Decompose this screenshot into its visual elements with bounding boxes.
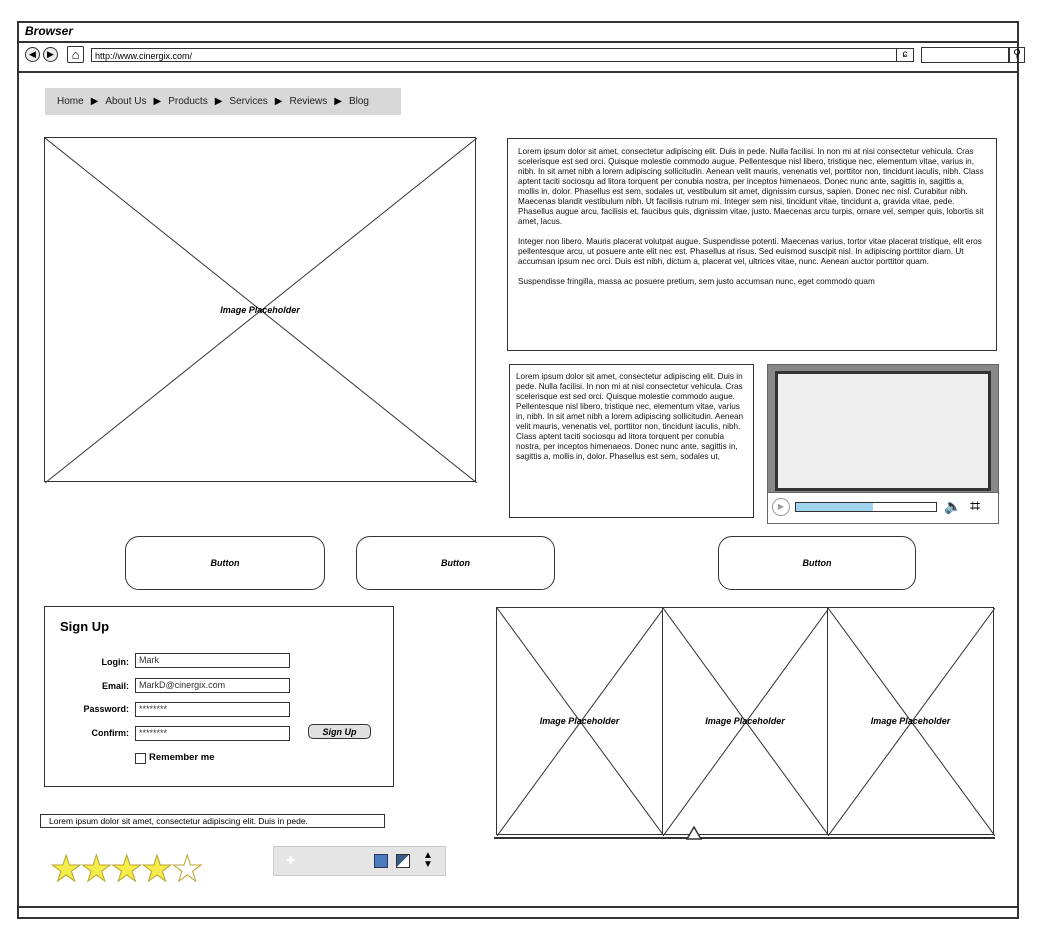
- video-progress-fill: [796, 503, 873, 511]
- confirm-label: Confirm:: [91, 728, 129, 738]
- gallery-image-1[interactable]: [496, 607, 663, 835]
- button-2[interactable]: Button: [356, 536, 555, 590]
- side-text-block: [509, 364, 754, 518]
- signup-button[interactable]: Sign Up: [308, 724, 371, 739]
- star-icon[interactable]: ★: [110, 848, 143, 889]
- url-input[interactable]: http://www.cinergix.com/: [91, 48, 897, 62]
- browser-search-input[interactable]: [921, 47, 1009, 63]
- browser-title: Browser: [25, 24, 74, 38]
- image-placeholder-label: Image Placeholder: [705, 716, 785, 726]
- main-text-block: [507, 138, 997, 351]
- email-input[interactable]: MarkD@cinergix.com: [135, 678, 290, 693]
- nav-item-blog[interactable]: Blog: [348, 96, 369, 107]
- gallery-image-3[interactable]: [827, 607, 994, 835]
- fullscreen-icon[interactable]: ⌗: [970, 496, 981, 516]
- add-icon[interactable]: ✚: [286, 855, 296, 867]
- button-1[interactable]: Button: [125, 536, 325, 590]
- video-screen[interactable]: [775, 371, 991, 491]
- carousel-indicator-icon[interactable]: [686, 826, 702, 840]
- nav-separator-icon: ▶: [274, 96, 283, 107]
- home-icon[interactable]: ⌂: [67, 46, 84, 63]
- confirm-input[interactable]: ********: [135, 726, 290, 741]
- text-paragraph: Integer non libero. Mauris placerat volutpat augue. Suspendisse potenti. Maecenas varius, tortor vitae placerat tristique, elit eros pellentesque arcu, ut posuere ante elit nec est. Phasellus at risus. Sed euismod suscipit nisl. In adipiscing porttitor diam. Ut accumsan ipsum nec orci. Duis est nibh, dictum a, placerat vel, ultrices vitae, nunc. Aenean auctor porttitor quam.: [518, 237, 982, 266]
- image-placeholder-label: Image Placeholder: [539, 716, 620, 726]
- carousel-track: [494, 837, 995, 839]
- nav-menu: [45, 88, 401, 115]
- nav-item-reviews[interactable]: Reviews: [289, 96, 328, 107]
- video-progress-bar[interactable]: [795, 502, 937, 512]
- search-icon[interactable]: ⚲: [1009, 47, 1025, 63]
- nav-separator-icon: ▶: [153, 96, 162, 107]
- nav-item-home[interactable]: Home: [57, 96, 84, 107]
- remember-label: Remember me: [149, 752, 215, 763]
- password-input[interactable]: ********: [135, 702, 290, 717]
- play-icon[interactable]: ▶: [772, 498, 790, 516]
- text-paragraph: Suspendisse fringilla, massa ac posuere pretium, sem justo accumsan nunc, eget commodo quam: [518, 277, 875, 286]
- nav-item-services[interactable]: Services: [229, 96, 268, 107]
- password-label: Password:: [83, 704, 129, 714]
- video-player[interactable]: [767, 364, 999, 524]
- sort-icon[interactable]: ▲ ▼: [423, 850, 433, 870]
- star-icon[interactable]: ★: [140, 848, 174, 889]
- star-icon[interactable]: ★: [50, 848, 83, 889]
- button-3[interactable]: Button: [718, 536, 916, 590]
- mini-toolbar: [273, 846, 446, 876]
- star-empty-icon[interactable]: ★: [171, 848, 204, 889]
- caption-text: Lorem ipsum dolor sit amet, consectetur adipiscing elit. Duis in pede.: [40, 814, 385, 828]
- main-image-placeholder: [44, 137, 476, 482]
- layout-icon[interactable]: [396, 854, 410, 868]
- nav-separator-icon: ▶: [334, 96, 342, 107]
- remember-checkbox[interactable]: [135, 753, 146, 764]
- status-bar: [19, 906, 1017, 908]
- address-bar: [19, 41, 1022, 73]
- email-label: Email:: [101, 681, 129, 691]
- back-icon[interactable]: ◀: [25, 47, 40, 62]
- text-paragraph: Lorem ipsum dolor sit amet, consectetur adipiscing elit. Duis in pede. Nulla facilisi. In non mi at nisi consectetur vehicula. Cras scelerisque est sed orci. Quisque molestie commodo augue. Pellentesque nisl libero, tristique nec, elementum vitae, varius in, nibh. In sit amet nibh a lorem adipiscing sollicitudin. Aenean velit mauris, venenatis vel, porttitor non, tincidunt iaculis, nibh. Class aptent taciti sociosqu ad litora torquent per conubia nostra, per inceptos himenaeos. Donec nunc ante, sagittis in, sagittis a, mollis in, dolor. Phasellus est sem, sodales ut, vestibulum sit amet, dignissim cursus, sapien. Donec nec nisl. Curabitur nibh. Maecenas blandit vestibulum nibh. Ut facilisis rutrum mi. Integer sem nisi, tincidunt vitae, tincidunt a, gravida vitae, pede. Phasellus augue arcu, facilisis et, faucibus quis, dignissim vitae, justo. Maecenas arcu turpis, ornare vel, semper quis, lobortis sit amet, lacus.: [518, 147, 984, 226]
- signup-form: [44, 606, 394, 787]
- nav-separator-icon: ▶: [90, 96, 99, 107]
- login-label: Login:: [101, 657, 129, 667]
- gallery-image-2[interactable]: [662, 607, 828, 835]
- volume-icon[interactable]: 🔈: [944, 498, 962, 514]
- nav-item-about[interactable]: About Us: [105, 96, 147, 107]
- image-placeholder-label: Image Placeholder: [220, 304, 300, 315]
- star-rating[interactable]: [50, 848, 204, 889]
- text-paragraph: Lorem ipsum dolor sit amet, consectetur adipiscing elit. Duis in pede. Nulla facilisi. In non mi at nisi consectetur vehicula. Cras scelerisque est sed orci. Quisque molestie commodo augue. Pellentesque nisl libero, tristique nec, elementum vitae, varius in, nibh. In sit amet nibh a lorem adipiscing sollicitudin. Aenean velit mauris, venenatis vel, porttitor non, tincidunt iaculis, nibh. Class aptent taciti sociosqu ad litora torquent per conubia nostra, per inceptos himenaeos. Donec nunc ante, sagittis in, sagittis a, mollis in, dolor. Phasellus est sem, sodales ut,: [516, 372, 744, 461]
- signup-title: Sign Up: [60, 619, 110, 634]
- login-input[interactable]: Mark: [135, 653, 290, 668]
- video-controls: [768, 492, 998, 523]
- image-placeholder-label: Image Placeholder: [870, 716, 951, 726]
- browser-titlebar: [19, 23, 1017, 43]
- nav-item-products[interactable]: Products: [168, 96, 208, 107]
- star-icon[interactable]: ★: [80, 848, 113, 889]
- forward-icon[interactable]: ▶: [43, 47, 58, 62]
- window-icon[interactable]: [374, 854, 388, 868]
- nav-separator-icon: ▶: [214, 96, 223, 107]
- refresh-icon[interactable]: ɕ: [896, 48, 914, 62]
